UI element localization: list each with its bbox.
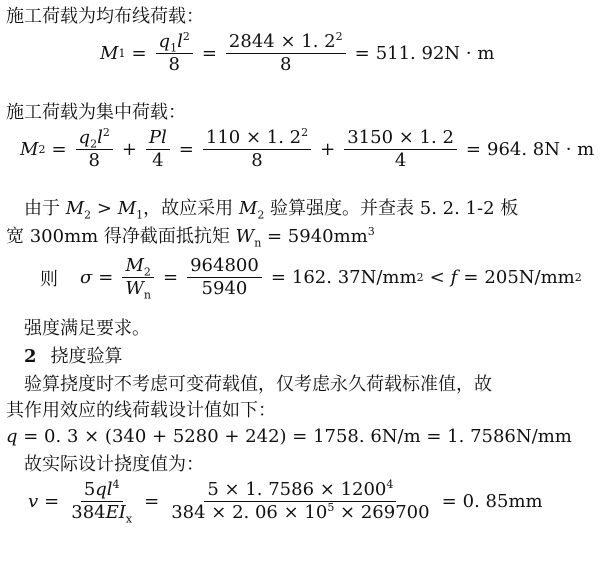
subscript: 1 — [170, 41, 178, 55]
heading-number: 2 — [24, 346, 37, 367]
section-heading — [24, 346, 123, 368]
denominator: 4 — [394, 150, 407, 171]
subscript: 2 — [257, 208, 265, 222]
numerator: 2844 × 1. 2 — [228, 31, 336, 52]
fraction-pl-over-4 — [146, 128, 170, 171]
paragraph-comparison — [24, 198, 518, 220]
symbol-ql: ql — [95, 479, 113, 500]
subscript: 2 — [90, 137, 98, 151]
paragraph-uniform-load — [6, 6, 204, 28]
text-segment: = 5940mm — [261, 226, 368, 247]
subscript: 1 — [136, 208, 144, 222]
symbol-m: M — [125, 255, 144, 276]
subscript: 2 — [84, 208, 92, 222]
fraction-q1l2-over-8 — [156, 32, 193, 75]
fraction-numeric — [187, 256, 262, 299]
paragraph-text: 验算挠度时不考虑可变荷载值，仅考虑永久荷载标准值，故 — [24, 374, 492, 395]
denominator: 5940 — [201, 278, 248, 299]
superscript: 4 — [386, 478, 394, 491]
superscript: 2 — [182, 30, 190, 43]
symbol-m: M — [20, 139, 39, 160]
superscript: 3 — [367, 225, 375, 238]
fraction-numeric-a — [203, 128, 311, 171]
symbol-l: l — [97, 127, 103, 148]
text-segment: > — [91, 198, 118, 219]
symbol-v: v — [28, 491, 39, 512]
subscript: n — [143, 288, 151, 302]
symbol-l: l — [177, 31, 183, 52]
equation-stress: 则 σ = $\frac{M_2}{W_n}$ = $\frac{964800}{5940}$ = 162. 37N/mm 2 < f = 205N/mm 2 — [40, 255, 582, 302]
paragraph-text: 施工荷载为均布线荷载： — [6, 6, 204, 27]
denominator: 384 × 2. 06 × 10 — [171, 502, 328, 523]
equation-line-load — [6, 426, 572, 448]
superscript: 4 — [112, 478, 120, 491]
paragraph-deflection-intro — [24, 374, 492, 396]
symbol-sigma: σ — [80, 267, 93, 288]
paragraph-text: 故实际设计挠度值为： — [24, 454, 204, 475]
numerator: 110 × 1. 2 — [205, 127, 302, 148]
denominator: 8 — [88, 150, 100, 171]
symbol-m: M — [238, 198, 258, 219]
symbol-w: W — [125, 278, 144, 299]
denominator: 8 — [251, 150, 263, 171]
fraction-5ql4-over-384eix — [68, 478, 135, 526]
stress-value: 162. 37N/mm — [291, 267, 417, 288]
equation-m2: M 2 = $\frac{q_2l^2}{8}$ + $\frac{Pl}{4}$ = $\frac{110 \times 1. 2^2}{8}$ + $\frac{3150 \times 1. 2}{4}$ = 964. 8N · m — [20, 126, 595, 171]
denominator: 8 — [280, 54, 292, 75]
fraction-numeric — [226, 32, 346, 75]
fraction-numeric — [168, 480, 432, 523]
paragraph-text: 其作用效应的线荷载设计值如下： — [6, 400, 276, 421]
result-value: 511. 92N · m — [375, 43, 495, 64]
text-then: 则 — [40, 268, 58, 290]
equation-text: = 0. 3 × (340 + 5280 + 242) = 1758. 6N/m = 1. 7586N/mm — [17, 426, 572, 447]
result-value: 0. 85mm — [462, 491, 543, 512]
superscript: 2 — [301, 126, 309, 139]
fraction-q2l2-over-8 — [76, 128, 113, 171]
superscript: 2 — [102, 126, 110, 139]
fraction-m2-over-wn — [122, 255, 154, 302]
numerator: 964800 — [187, 256, 262, 278]
fraction-numeric-b — [344, 128, 457, 171]
superscript: 5 — [327, 501, 335, 514]
denominator: 8 — [168, 54, 180, 75]
text-segment: 由于 — [24, 198, 66, 219]
numerator-coef: 5 — [83, 479, 96, 500]
paragraph-strength-ok — [24, 318, 150, 340]
symbol-m: M — [65, 198, 85, 219]
symbol-m: M — [117, 198, 137, 219]
paragraph-text: 施工荷载为集中荷载： — [6, 102, 186, 123]
symbol-f: f — [450, 267, 458, 288]
paragraph-concentrated-load — [6, 102, 186, 124]
result-value: 964. 8N · m — [487, 139, 595, 160]
equation-deflection: v = $\frac{5ql^4}{384EI_x}$ = $\frac{5 \times 1. 7586 \times 1200^4}{384 \times 2. 06 \times 10^5 \times 269700}$ = 0. 85mm — [28, 478, 543, 526]
limit-value: 205N/mm — [484, 267, 575, 288]
text-segment: 验算强度。并查表 5. 2. 1-2 板 — [264, 198, 519, 219]
symbol-w: W — [235, 226, 255, 247]
denominator-tail: × 269700 — [334, 502, 430, 523]
paragraph-section-modulus — [6, 226, 375, 248]
denominator: 4 — [152, 150, 164, 171]
denominator-coef: 384 — [71, 502, 106, 523]
subscript: x — [125, 512, 133, 526]
equation-m1: M 1 = $\frac{q_1l^2}{8}$ = $\frac{2844 \times 1. 2^2}{8}$ = 511. 92N · m — [100, 30, 495, 75]
text-segment: ，故应采用 — [143, 198, 239, 219]
subscript: 2 — [143, 265, 151, 279]
heading-text: 挠度验算 — [50, 346, 123, 367]
symbol-q: q — [6, 426, 18, 447]
subscript: n — [254, 236, 262, 250]
symbol-m: M — [100, 43, 119, 64]
symbol-q: q — [158, 31, 171, 52]
less-than: < — [429, 267, 445, 288]
numerator: Pl — [146, 128, 170, 150]
text-segment: 宽 300mm 得净截面抵抗矩 — [6, 226, 236, 247]
numerator: 5 × 1. 7586 × 1200 — [207, 479, 387, 500]
paragraph-actual-deflection — [24, 454, 204, 476]
numerator: 3150 × 1. 2 — [344, 128, 457, 150]
symbol-q: q — [78, 127, 91, 148]
symbol-ei: EI — [105, 502, 126, 523]
superscript: 2 — [335, 30, 343, 43]
paragraph-design-load — [6, 400, 276, 422]
paragraph-text: 强度满足要求。 — [24, 318, 150, 339]
